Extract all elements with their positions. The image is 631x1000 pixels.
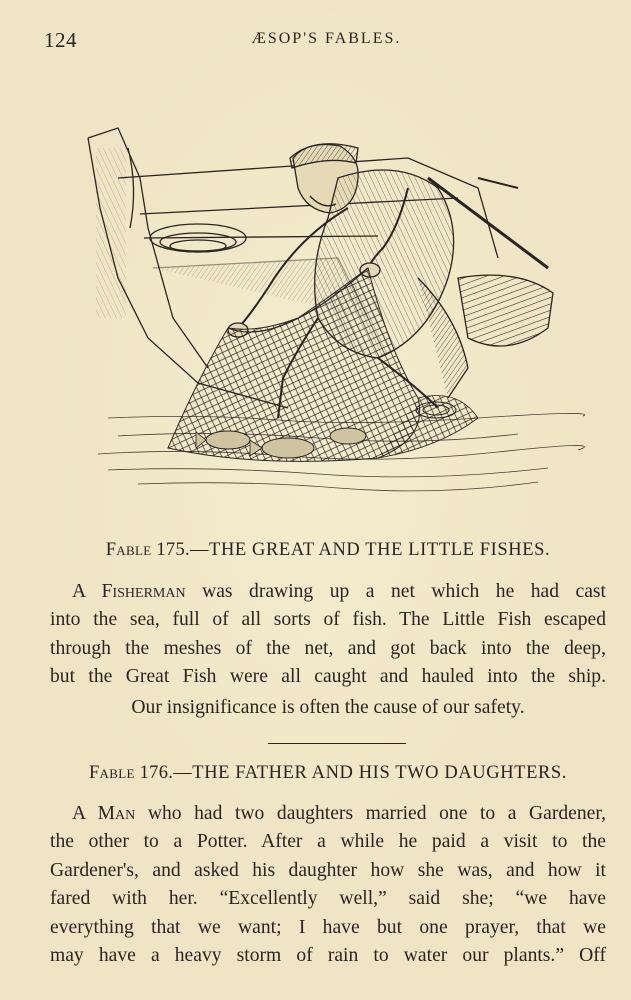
fable-number: Fable 175. [105, 540, 190, 560]
fable-title: THE GREAT AND THE LITTLE FISHES. [209, 540, 551, 560]
page-number: 124 [44, 28, 77, 52]
text-line: fared with her. “Excellently well,” said she; “we have [50, 888, 606, 910]
text-line: everything that we want; I have but one prayer, that we [50, 916, 606, 938]
book-title: ÆSOP'S FABLES. [251, 30, 402, 47]
text-line [50, 800, 606, 828]
line-text: who had two daughters married one to a Gardener, [135, 803, 606, 824]
fable-176-heading [50, 763, 606, 784]
fable-176 [50, 763, 606, 784]
fable-175 [50, 540, 606, 561]
text-line: but the Great Fish were all caught and hauled into the ship. [50, 666, 606, 688]
text-line: may have a heavy storm of rain to water our plants.” Off [50, 944, 606, 966]
fable-176-body [50, 800, 606, 970]
fable-moral: Our insignificance is often the cause of our safety. [131, 697, 525, 718]
section-divider [268, 743, 406, 744]
fable-paragraph [50, 800, 606, 970]
fable-175-body [50, 578, 606, 692]
heading-dash: — [173, 763, 193, 783]
lead-word: A Fisherman [72, 581, 186, 602]
line-text: was drawing up a net which he had cast [185, 581, 607, 602]
fable-175-moral-block [50, 697, 606, 719]
fable-paragraph [50, 578, 606, 692]
lead-word: A Man [72, 803, 136, 824]
text-line: Gardener's, and asked his daughter how she was, and how it [50, 859, 606, 881]
running-head [40, 28, 593, 52]
fable-number: Fable 176. [88, 763, 174, 783]
text-line: into the sea, full of all sorts of fish. The Little Fish escaped [50, 609, 606, 631]
fisherman-illustration [78, 118, 588, 498]
fable-175-heading [50, 540, 606, 561]
fable-title: THE FATHER AND HIS TWO DAUGHTERS. [192, 763, 568, 783]
text-line: the other to a Potter. After a while he paid a visit to the [50, 831, 606, 853]
text-line [50, 578, 606, 606]
text-line: through the meshes of the net, and got back into the deep, [50, 637, 606, 659]
heading-dash: — [189, 540, 210, 560]
